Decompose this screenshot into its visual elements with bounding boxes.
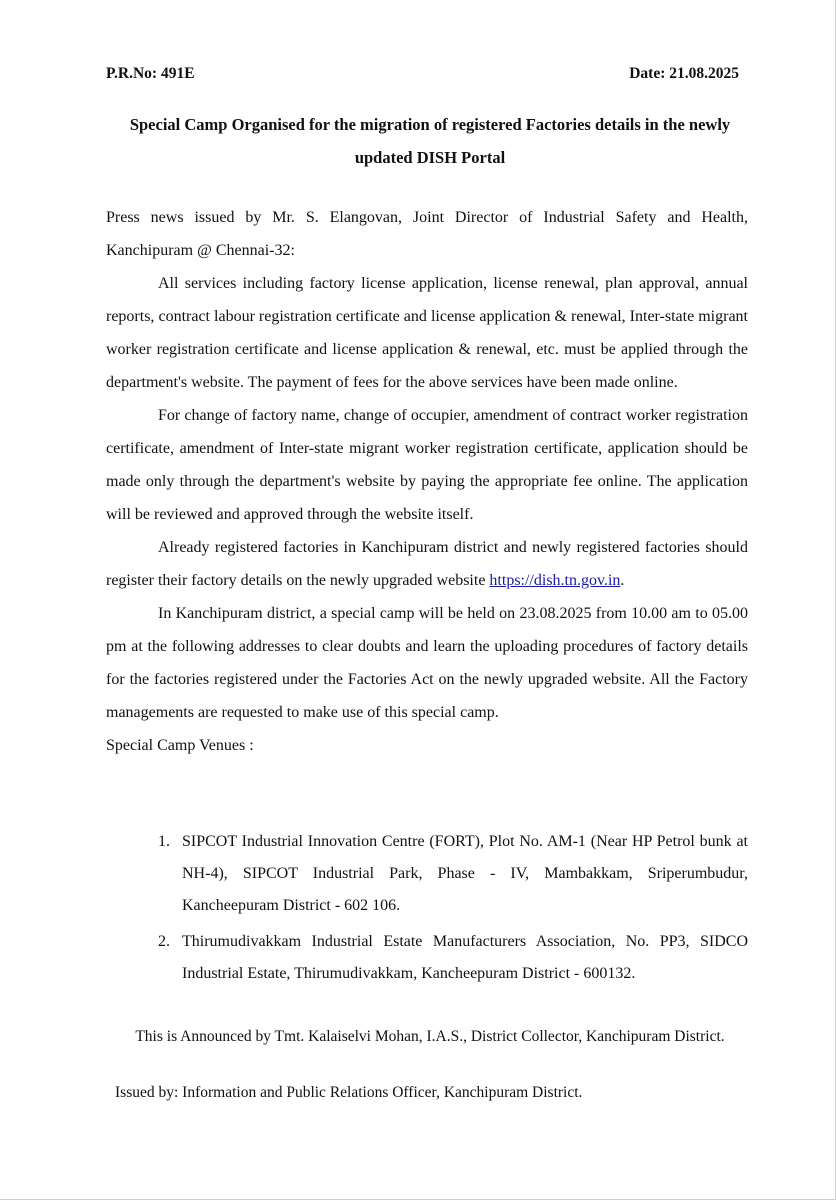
intro-paragraph: Press news issued by Mr. S. Elangovan, Joint Director of Industrial Safety and Health, Kanchipuram @ Chennai-32: <box>106 209 748 259</box>
camp-paragraph: In Kanchipuram district, a special camp will be held on 23.08.2025 from 10.00 am to 05.00 pm at the following addresses to clear doubts and learn the uploading procedures of factory details for the factories registered under the Factories Act on the newly upgraded website. All the Factory managements are requested to make use of this special camp. <box>106 605 748 721</box>
registration-paragraph <box>106 531 748 597</box>
announcement-line: This is Announced by Tmt. Kalaiselvi Mohan, I.A.S., District Collector, Kanchipuram District. <box>135 1028 725 1045</box>
registration-text: Already registered factories in Kanchipuram district and newly registered factories should register their factory details on the newly upgraded website <box>106 539 748 589</box>
release-date: Date: 21.08.2025 <box>629 65 739 82</box>
list-item <box>150 826 748 922</box>
venue-address: Thirumudivakkam Industrial Estate Manufacturers Association, No. PP3, SIDCO Industrial Estate, Thirumudivakkam, Kancheepuram District - 600132. <box>182 933 748 982</box>
venue-number: 2. <box>158 933 170 950</box>
pr-number: P.R.No: 491E <box>106 65 195 82</box>
venue-address: SIPCOT Industrial Innovation Centre (FORT), Plot No. AM-1 (Near HP Petrol bunk at NH-4), SIPCOT Industrial Park, Phase - IV, Mambakkam, Sriperumbudur, Kancheepuram District - 602 106. <box>182 833 748 914</box>
services-paragraph: All services including factory license application, license renewal, plan approval, annual reports, contract labour registration certificate and license application & renewal, Inter-state migrant worker registration certificate and license application & renewal, etc. must be applied through the department's website. The payment of fees for the above services have been made online. <box>106 275 748 391</box>
list-item <box>150 926 748 990</box>
title-line-1: Special Camp Organised for the migration of registered Factories details in the newly <box>129 115 731 134</box>
press-body <box>106 201 748 762</box>
page-title <box>100 108 760 174</box>
venue-number: 1. <box>158 833 170 850</box>
registration-end: . <box>620 572 625 589</box>
issued-by-line: Issued by: Information and Public Relations Officer, Kanchipuram District. <box>115 1084 583 1101</box>
title-line-2: updated DISH Portal <box>354 148 506 167</box>
venue-list <box>150 826 748 994</box>
amendment-paragraph: For change of factory name, change of occupier, amendment of contract worker registration certificate, amendment of Inter-state migrant worker registration certificate, application should be made only through the department's website by paying the appropriate fee online. The application will be reviewed and approved through the website itself. <box>106 407 748 523</box>
venues-heading: Special Camp Venues : <box>106 737 254 754</box>
dish-website-link[interactable]: https://dish.tn.gov.in <box>489 572 621 589</box>
